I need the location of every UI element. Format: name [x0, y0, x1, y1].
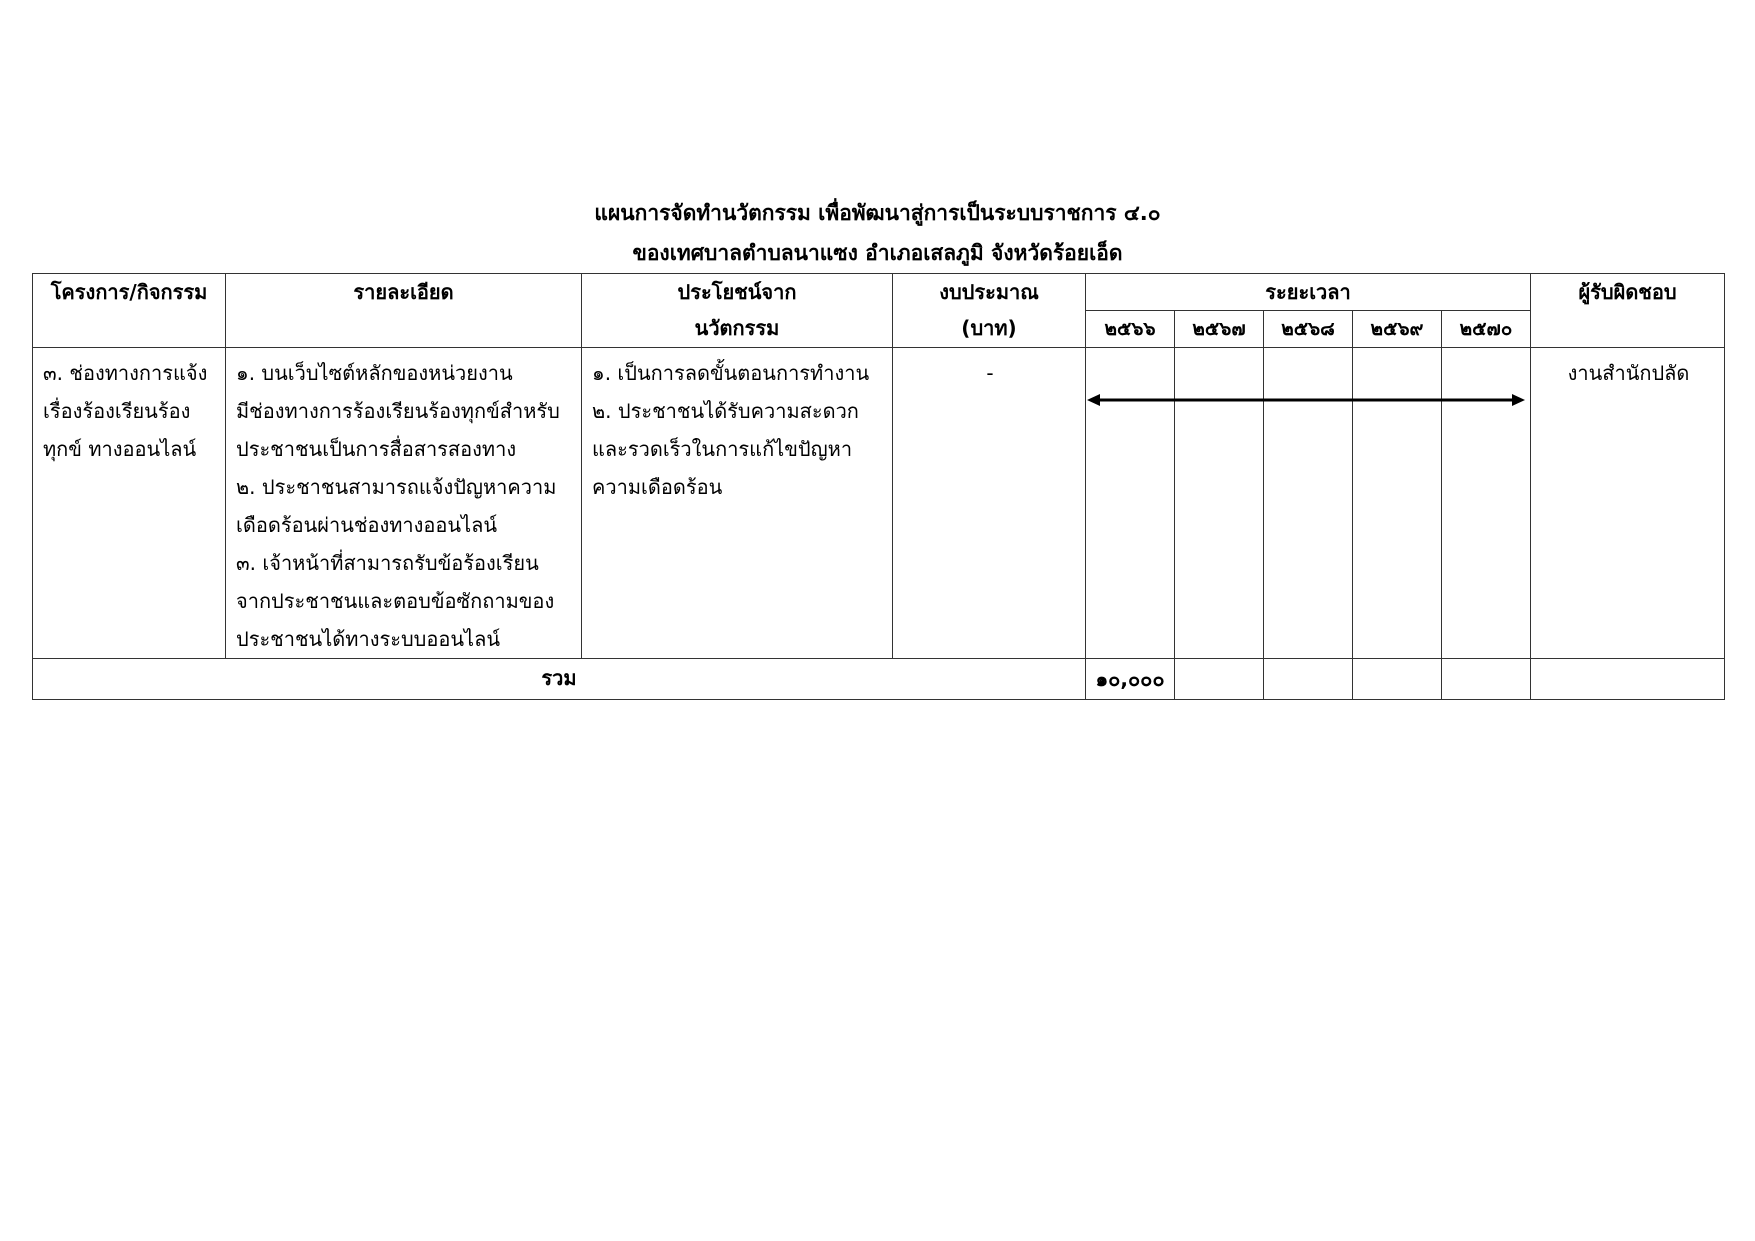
project-line: ๓. ช่องทางการแจ้ง	[43, 361, 208, 385]
details-line: ประชาชนได้ทางระบบออนไลน์	[236, 627, 501, 651]
details-line: ประชาชนเป็นการสื่อสารสองทาง	[236, 437, 517, 461]
total-cell-2566	[1175, 659, 1264, 700]
responsible-value: งานสำนักปลัด	[1567, 361, 1690, 385]
document-subtitle: ของเทศบาลตำบลนาแซง อำเภอเสลภูมิ จังหวัดร้อยเอ็ด	[632, 241, 1123, 265]
details-line: ๓. เจ้าหน้าที่สามารถรับข้อร้องเรียน	[236, 551, 539, 575]
benefit-cell	[582, 348, 893, 659]
col-header-responsible: ผู้รับผิดชอบ	[1531, 274, 1725, 348]
document-title: แผนการจัดทำนวัตกรรม เพื่อพัฒนาสู่การเป็นระบบราชการ ๔.๐	[594, 201, 1161, 225]
details-cell	[226, 348, 582, 659]
benefit-line: ๑. เป็นการลดขั้นตอนการทำงาน	[592, 361, 870, 385]
details-line: ๒. ประชาชนสามารถแจ้งปัญหาความ	[236, 475, 557, 499]
col-header-project: โครงการ/กิจกรรม	[33, 274, 226, 348]
details-line: จากประชาชนและตอบข้อซักถามของ	[236, 589, 555, 613]
total-cell-2568	[1353, 659, 1442, 700]
innovation-plan-table	[32, 273, 1725, 700]
col-header-period: ระยะเวลา	[1086, 274, 1531, 311]
budget-value: -	[986, 361, 994, 385]
project-cell	[33, 348, 226, 659]
col-header-details: รายละเอียด	[226, 274, 582, 348]
year-2567: ๒๕๖๗	[1175, 311, 1264, 348]
col-header-budget-line2: (บาท)	[961, 316, 1017, 340]
total-cell-2570	[1531, 659, 1725, 700]
budget-cell	[893, 348, 1086, 659]
responsible-cell	[1531, 348, 1725, 659]
header-row-1	[33, 274, 1725, 311]
total-cell-2567	[1264, 659, 1353, 700]
year-2566: ๒๕๖๖	[1086, 311, 1175, 348]
total-row	[33, 659, 1725, 700]
project-line: ทุกข์ ทางออนไลน์	[43, 437, 197, 461]
timeline-arrow-icon	[1087, 389, 1525, 411]
details-line: มีช่องทางการร้องเรียนร้องทุกข์สำหรับ	[236, 399, 560, 423]
total-cell-2569	[1442, 659, 1531, 700]
col-header-benefit	[582, 274, 893, 348]
col-header-budget	[893, 274, 1086, 348]
year-2570: ๒๕๗๐	[1442, 311, 1531, 348]
details-line: เดือดร้อนผ่านช่องทางออนไลน์	[236, 513, 498, 537]
details-line: ๑. บนเว็บไซต์หลักของหน่วยงาน	[236, 361, 513, 385]
year-2568: ๒๕๖๘	[1264, 311, 1353, 348]
col-header-budget-line1: งบประมาณ	[939, 280, 1039, 304]
benefit-line: ๒. ประชาชนได้รับความสะดวก	[592, 399, 859, 423]
year-2569: ๒๕๖๙	[1353, 311, 1442, 348]
col-header-benefit-line2: นวัตกรรม	[694, 316, 780, 340]
total-budget: ๑๐,๐๐๐	[1086, 659, 1175, 700]
total-label: รวม	[33, 659, 1086, 700]
benefit-line: ความเดือดร้อน	[592, 475, 723, 499]
benefit-line: และรวดเร็วในการแก้ไขปัญหา	[592, 437, 853, 461]
project-line: เรื่องร้องเรียนร้อง	[43, 399, 191, 423]
col-header-benefit-line1: ประโยชน์จาก	[677, 280, 797, 304]
